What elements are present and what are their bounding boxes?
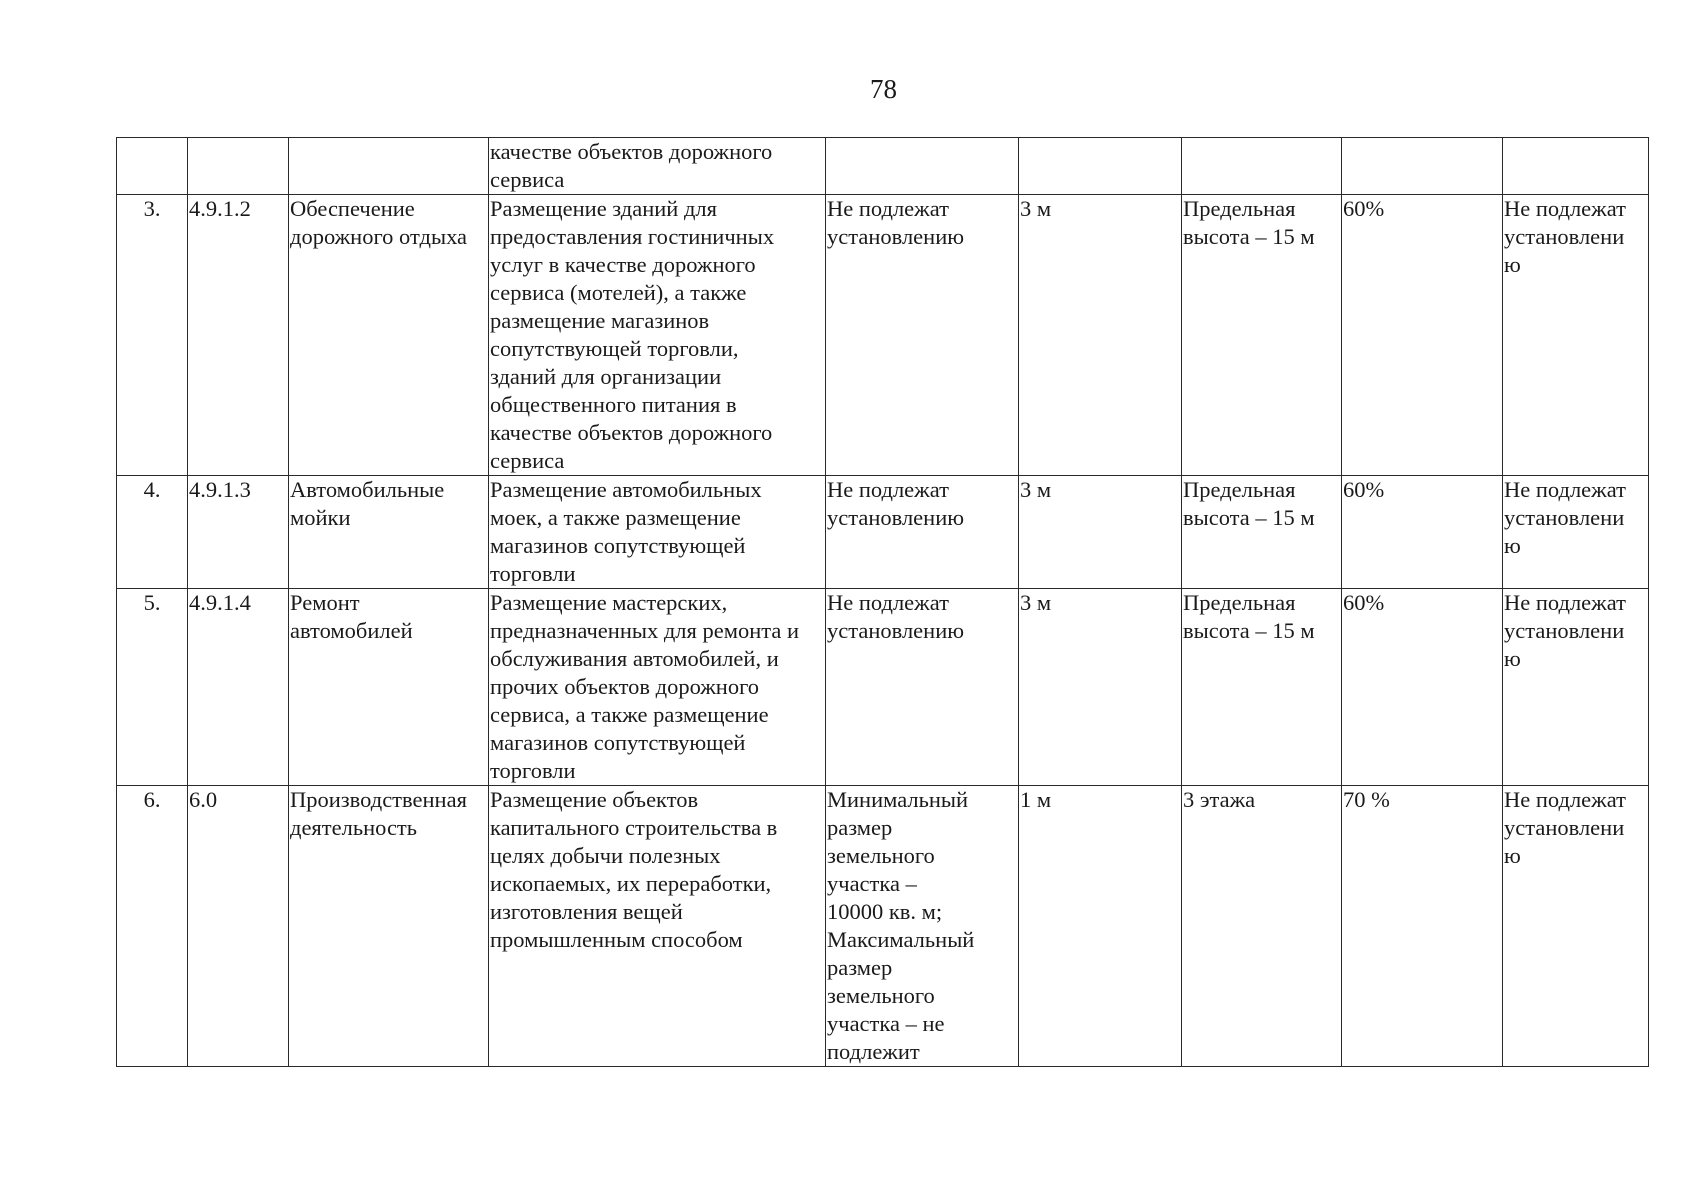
table-row xyxy=(117,786,1649,1067)
code-cell: 4.9.1.3 xyxy=(188,476,289,589)
use-name-cell: Автомобильные мойки xyxy=(289,476,489,589)
description-cell: Размещение объектов капитального строительства в целях добычи полезных ископаемых, их переработки, изготовления вещей промышленным способом xyxy=(489,786,826,1067)
indent-cell: 3 м xyxy=(1019,476,1182,589)
height-cell: Предельная высота – 15 м xyxy=(1182,589,1342,786)
coverage-cell: 60% xyxy=(1342,589,1503,786)
code-cell: 4.9.1.4 xyxy=(188,589,289,786)
plot-size-cell: Не подлежат установлению xyxy=(826,476,1019,589)
other-cell: Не подлежат установлени ю xyxy=(1503,476,1649,589)
indent-cell: 1 м xyxy=(1019,786,1182,1067)
height-cell: Предельная высота – 15 м xyxy=(1182,195,1342,476)
row-number-cell: 6. xyxy=(117,786,188,1067)
regulations-table xyxy=(116,137,1649,1067)
use-name-cell xyxy=(289,138,489,195)
height-cell: Предельная высота – 15 м xyxy=(1182,476,1342,589)
row-number-cell: 4. xyxy=(117,476,188,589)
coverage-cell: 60% xyxy=(1342,476,1503,589)
use-name-cell: Ремонт автомобилей xyxy=(289,589,489,786)
other-cell: Не подлежат установлени ю xyxy=(1503,589,1649,786)
coverage-cell: 70 % xyxy=(1342,786,1503,1067)
description-cell: Размещение мастерских, предназначенных для ремонта и обслуживания автомобилей, и прочих объектов дорожного сервиса, а также размещение магазинов сопутствующей торговли xyxy=(489,589,826,786)
description-cell: качестве объектов дорожного сервиса xyxy=(489,138,826,195)
height-cell xyxy=(1182,138,1342,195)
page-number: 78 xyxy=(870,74,897,104)
code-cell: 4.9.1.2 xyxy=(188,195,289,476)
coverage-cell: 60% xyxy=(1342,195,1503,476)
indent-cell: 3 м xyxy=(1019,195,1182,476)
other-cell xyxy=(1503,138,1649,195)
description-cell: Размещение автомобильных моек, а также размещение магазинов сопутствующей торговли xyxy=(489,476,826,589)
indent-cell: 3 м xyxy=(1019,589,1182,786)
row-number-cell: 3. xyxy=(117,195,188,476)
table-row xyxy=(117,589,1649,786)
description-cell: Размещение зданий для предоставления гостиничных услуг в качестве дорожного сервиса (мотелей), а также размещение магазинов сопутствующей торговли, зданий для организации общественного питания в качестве объектов дорожного сервиса xyxy=(489,195,826,476)
indent-cell xyxy=(1019,138,1182,195)
code-cell: 6.0 xyxy=(188,786,289,1067)
other-cell: Не подлежат установлени ю xyxy=(1503,195,1649,476)
table-row xyxy=(117,138,1649,195)
use-name-cell: Производственная деятельность xyxy=(289,786,489,1067)
plot-size-cell: Не подлежат установлению xyxy=(826,195,1019,476)
plot-size-cell xyxy=(826,138,1019,195)
plot-size-cell: Не подлежат установлению xyxy=(826,589,1019,786)
row-number-cell: 5. xyxy=(117,589,188,786)
table-row xyxy=(117,476,1649,589)
coverage-cell xyxy=(1342,138,1503,195)
use-name-cell: Обеспечение дорожного отдыха xyxy=(289,195,489,476)
table-row xyxy=(117,195,1649,476)
plot-size-cell: Минимальный размер земельного участка – 10000 кв. м; Максимальный размер земельного участка – не подлежит xyxy=(826,786,1019,1067)
code-cell xyxy=(188,138,289,195)
other-cell: Не подлежат установлени ю xyxy=(1503,786,1649,1067)
height-cell: 3 этажа xyxy=(1182,786,1342,1067)
row-number-cell xyxy=(117,138,188,195)
